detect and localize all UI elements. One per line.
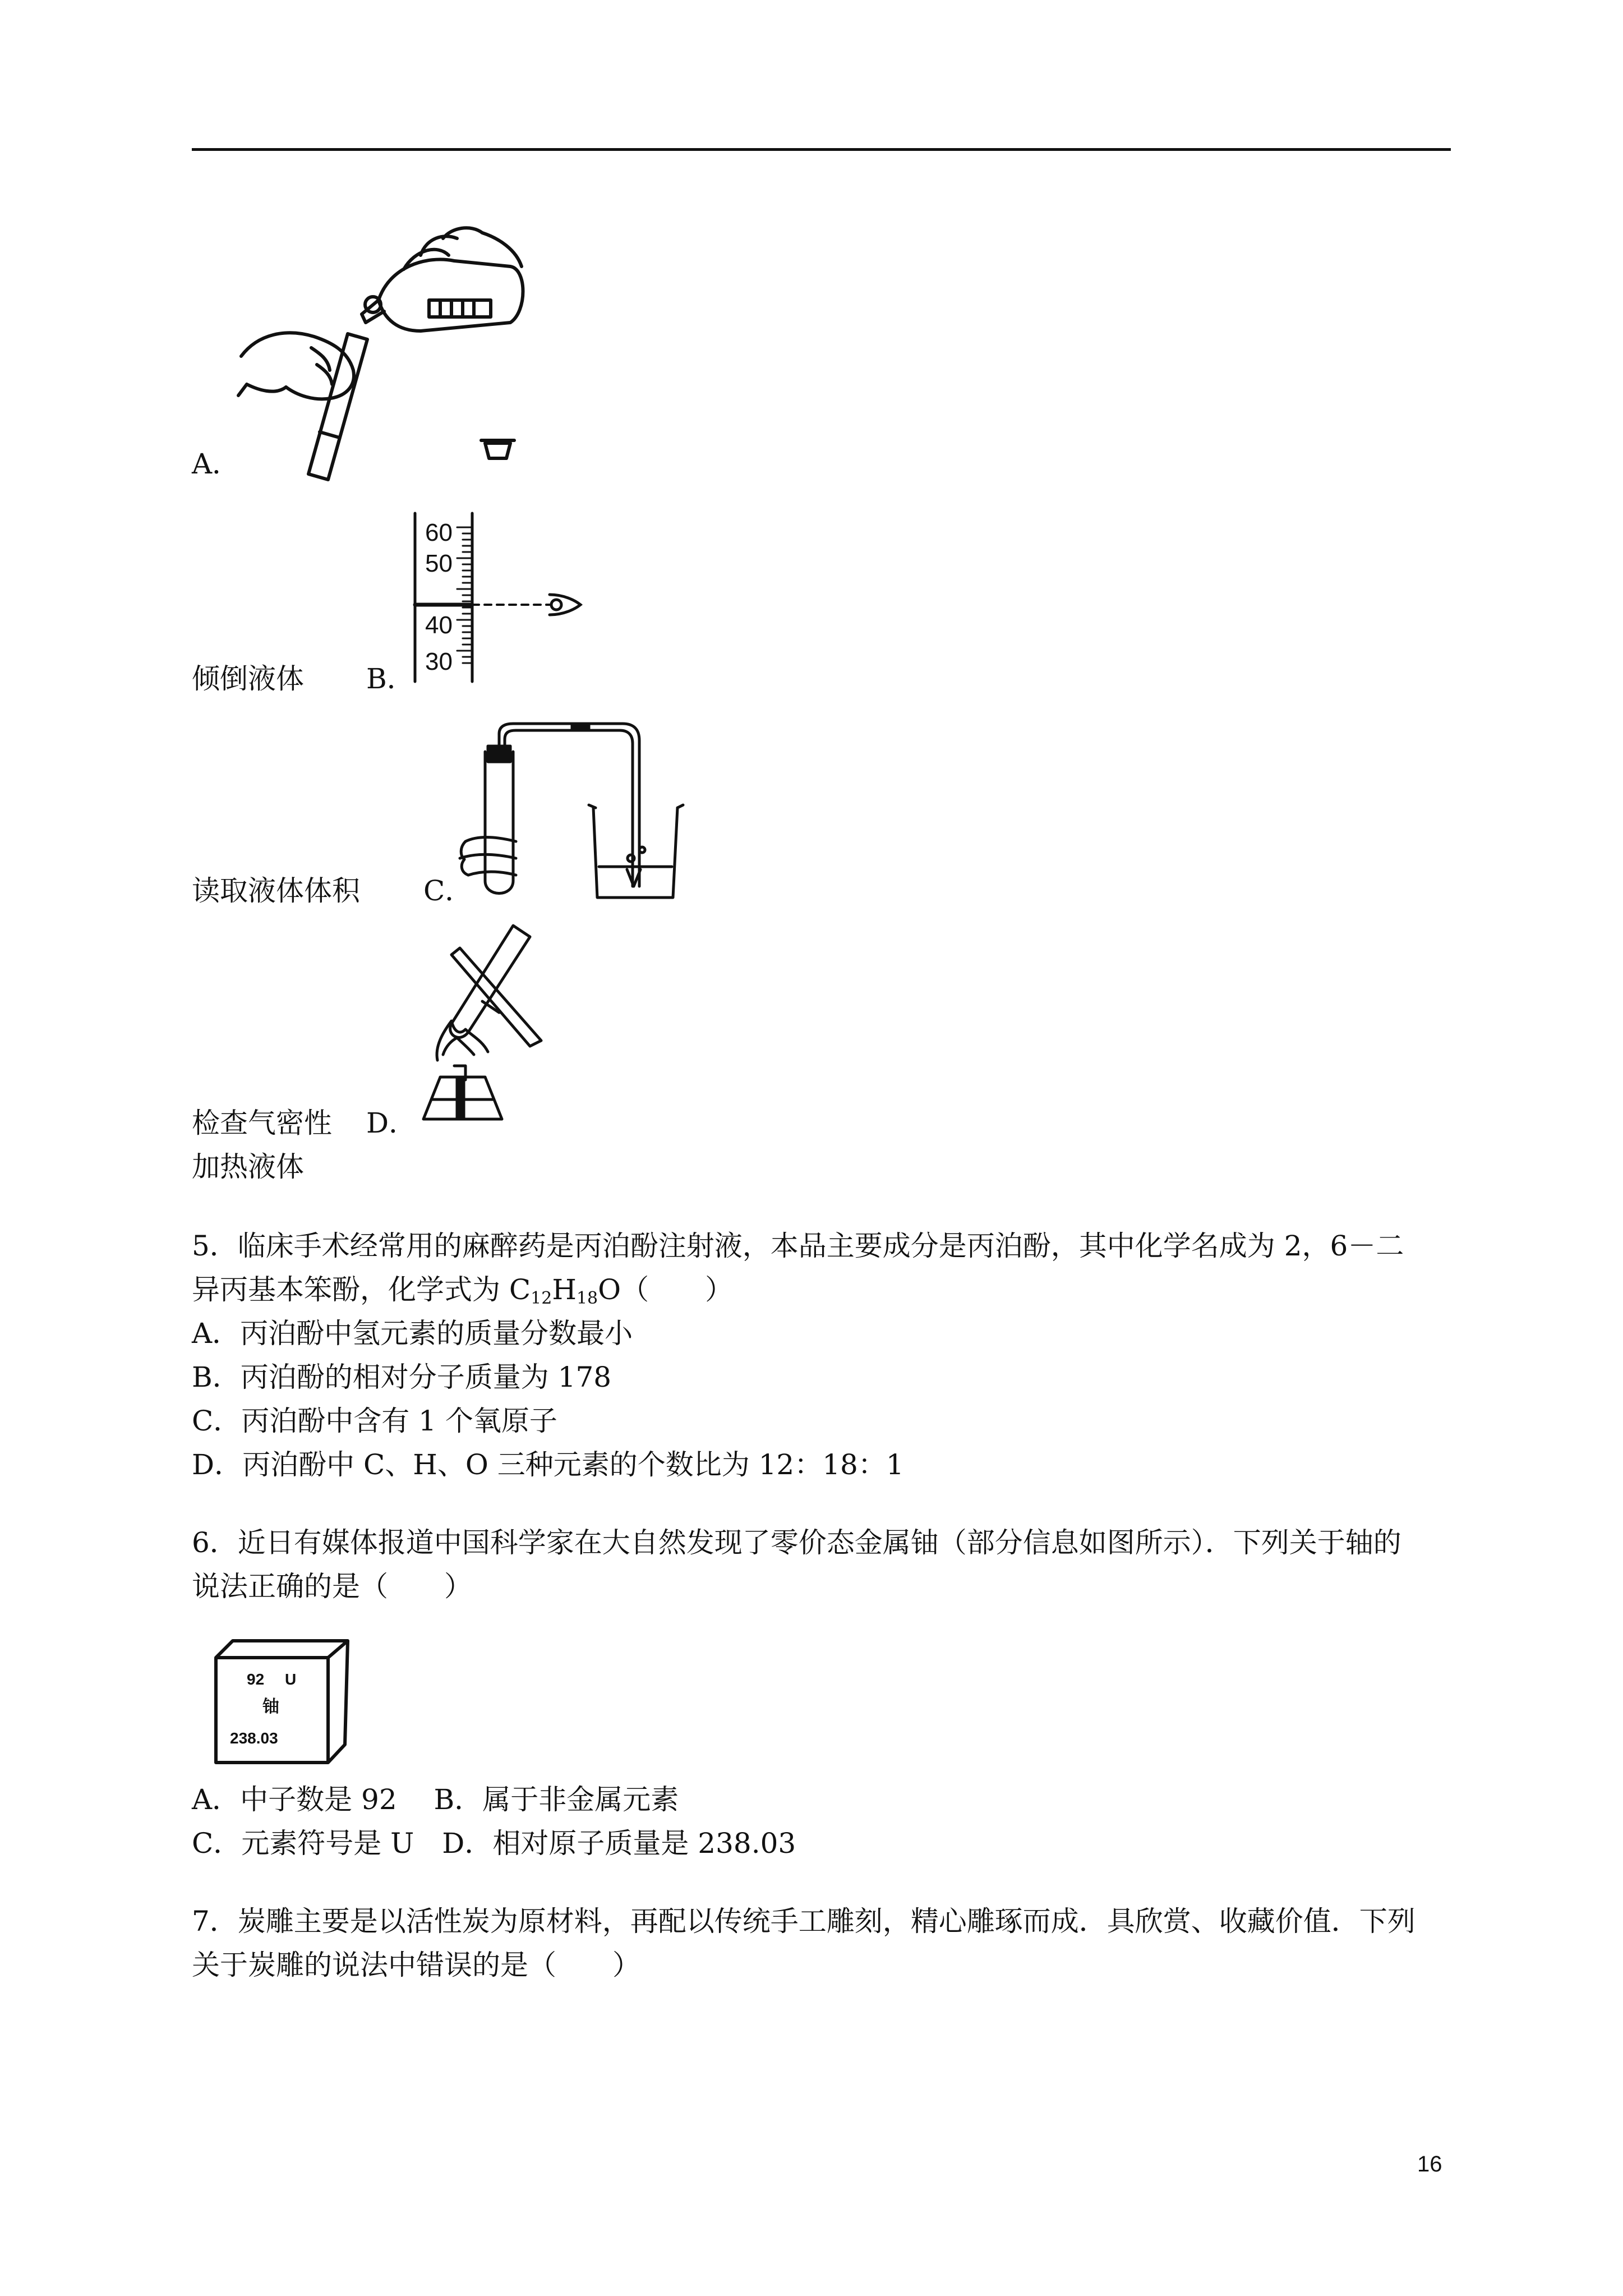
option-b-label: B． [366,662,415,695]
tick-label: 60 [425,519,453,546]
tick-label: 50 [425,550,453,577]
element-card-uranium [208,1632,353,1767]
caption-pouring: 倾倒液体 [192,662,304,695]
header-rule [192,148,1451,151]
q6-options-row1: A．中子数是 92 B．属于非金属元素 [192,1783,679,1816]
q7-stem-line1: 7．炭雕主要是以活性炭为原材料，再配以传统手工雕刻，精心雕琢而成．具欣赏、收藏价值．下列 [192,1905,1415,1938]
caption-reading-volume: 读取液体体积 [192,875,360,907]
figure-airtightness-check [449,724,684,903]
q6-stem-line2: 说法正确的是（ ） [192,1570,472,1603]
tick-label: 40 [425,611,453,639]
q6-stem-line1: 6．近日有媒体报道中国科学家在大自然发现了零价态金属铀（部分信息如图所示）．下列关于轴的 [192,1526,1401,1559]
option-c-label: C． [423,875,473,907]
q7-stem-line2: 关于炭雕的说法中错误的是（ ） [192,1949,640,1981]
q5-option-c: C．丙泊酚中含有 1 个氧原子 [192,1405,557,1437]
q5-option-a: A．丙泊酚中氢元素的质量分数最小 [192,1317,633,1350]
q5-option-d: D．丙泊酚中 C、H、O 三种元素的个数比为 12：18：1 [192,1448,904,1481]
q5-option-b: B．丙泊酚的相对分子质量为 178 [192,1361,612,1393]
option-d-text: 加热液体 [192,1151,304,1183]
q5-stem-line2: 异丙基本笨酚，化学式为 $C_{12}H_{18}O$（ ） [192,1273,734,1308]
element-name: 铀 [262,1697,279,1717]
caption-airtightness: 检查气密性 [192,1107,332,1139]
q6-options-row2: C．元素符号是 U D．相对原子质量是 238.03 [192,1827,796,1860]
figure-graduated-cylinder [409,510,589,690]
element-atomic-number: 92 [247,1671,265,1688]
figure-pouring-liquid [236,216,527,480]
option-a-label: A． [192,448,241,480]
tick-label: 30 [425,648,453,675]
option-d-label: D． [366,1107,417,1139]
q5-stem-line1: 5．临床手术经常用的麻醉药是丙泊酚注射液，本品主要成分是丙泊酚，其中化学名成为 2，6－二 [192,1230,1404,1262]
page-number: 16 [1417,2152,1442,2177]
element-symbol: U [285,1671,297,1688]
element-atomic-mass: 238.03 [230,1729,278,1747]
figure-heating-liquid [404,920,572,1122]
